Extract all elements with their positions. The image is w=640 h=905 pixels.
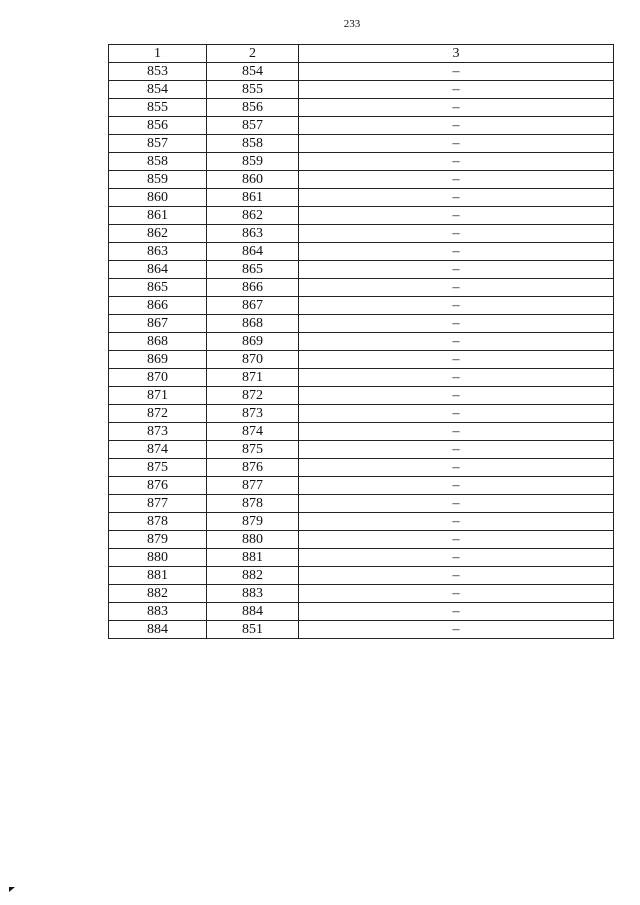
- table-cell-col-2: 884: [207, 603, 299, 621]
- table-cell-col-3: –: [299, 477, 614, 495]
- table-cell-col-3: –: [299, 243, 614, 261]
- table-cell-col-1: 884: [109, 621, 207, 639]
- column-header-2: 2: [207, 45, 299, 63]
- table-cell-col-1: 874: [109, 441, 207, 459]
- table-cell-col-3: –: [299, 423, 614, 441]
- table-cell-col-1: 867: [109, 315, 207, 333]
- table-row: [109, 63, 614, 81]
- table-cell-col-3: –: [299, 189, 614, 207]
- table-cell-col-2: 855: [207, 81, 299, 99]
- table-cell-col-3: –: [299, 387, 614, 405]
- table-cell-col-1: 875: [109, 459, 207, 477]
- table-row: [109, 189, 614, 207]
- table-cell-col-3: –: [299, 567, 614, 585]
- table-row: [109, 279, 614, 297]
- table-cell-col-1: 853: [109, 63, 207, 81]
- table-row: [109, 153, 614, 171]
- table-row: [109, 315, 614, 333]
- table-row: [109, 171, 614, 189]
- table-cell-col-2: 877: [207, 477, 299, 495]
- table-cell-col-1: 856: [109, 117, 207, 135]
- table-cell-col-2: 861: [207, 189, 299, 207]
- table-cell-col-2: 869: [207, 333, 299, 351]
- table-cell-col-2: 871: [207, 369, 299, 387]
- table-cell-col-2: 854: [207, 63, 299, 81]
- table-cell-col-3: –: [299, 153, 614, 171]
- table-cell-col-2: 867: [207, 297, 299, 315]
- table-cell-col-3: –: [299, 135, 614, 153]
- table-row: [109, 513, 614, 531]
- table-cell-col-3: –: [299, 81, 614, 99]
- table-cell-col-3: –: [299, 369, 614, 387]
- table-row: [109, 135, 614, 153]
- table-cell-col-3: –: [299, 603, 614, 621]
- table-row: [109, 81, 614, 99]
- table-row: [109, 261, 614, 279]
- table-cell-col-3: –: [299, 207, 614, 225]
- table-cell-col-1: 881: [109, 567, 207, 585]
- table-cell-col-2: 851: [207, 621, 299, 639]
- column-header-3: 3: [299, 45, 614, 63]
- table-cell-col-2: 859: [207, 153, 299, 171]
- table-cell-col-2: 874: [207, 423, 299, 441]
- table-cell-col-3: –: [299, 333, 614, 351]
- table-cell-col-2: 857: [207, 117, 299, 135]
- table-cell-col-1: 864: [109, 261, 207, 279]
- table-cell-col-2: 856: [207, 99, 299, 117]
- table-cell-col-2: 873: [207, 405, 299, 423]
- corner-arrow-icon: [9, 887, 15, 892]
- table-cell-col-1: 880: [109, 549, 207, 567]
- table-cell-col-3: –: [299, 621, 614, 639]
- table-cell-col-1: 860: [109, 189, 207, 207]
- table-cell-col-1: 863: [109, 243, 207, 261]
- table-cell-col-3: –: [299, 513, 614, 531]
- table-cell-col-1: 876: [109, 477, 207, 495]
- table-cell-col-2: 879: [207, 513, 299, 531]
- table-cell-col-2: 883: [207, 585, 299, 603]
- table-cell-col-3: –: [299, 495, 614, 513]
- table-row: [109, 549, 614, 567]
- table-cell-col-3: –: [299, 351, 614, 369]
- table-row: [109, 225, 614, 243]
- table-cell-col-1: 858: [109, 153, 207, 171]
- table-row: [109, 585, 614, 603]
- table-cell-col-2: 868: [207, 315, 299, 333]
- table-row: [109, 369, 614, 387]
- table-cell-col-3: –: [299, 297, 614, 315]
- table-row: [109, 567, 614, 585]
- table-cell-col-1: 857: [109, 135, 207, 153]
- table-cell-col-2: 880: [207, 531, 299, 549]
- table-row: [109, 459, 614, 477]
- table-cell-col-2: 876: [207, 459, 299, 477]
- table-row: [109, 243, 614, 261]
- table-cell-col-1: 854: [109, 81, 207, 99]
- table-cell-col-1: 870: [109, 369, 207, 387]
- table-cell-col-1: 865: [109, 279, 207, 297]
- data-table: [108, 44, 614, 639]
- table-cell-col-1: 873: [109, 423, 207, 441]
- table-cell-col-2: 875: [207, 441, 299, 459]
- table-cell-col-3: –: [299, 63, 614, 81]
- table-row: [109, 495, 614, 513]
- table-cell-col-1: 882: [109, 585, 207, 603]
- column-header-1: 1: [109, 45, 207, 63]
- table-cell-col-3: –: [299, 531, 614, 549]
- table-cell-col-3: –: [299, 459, 614, 477]
- table-cell-col-2: 881: [207, 549, 299, 567]
- table-body: [109, 63, 614, 639]
- table-row: [109, 477, 614, 495]
- table-cell-col-3: –: [299, 225, 614, 243]
- table-header-row: [109, 45, 614, 63]
- table-cell-col-2: 865: [207, 261, 299, 279]
- table-cell-col-1: 878: [109, 513, 207, 531]
- table-row: [109, 99, 614, 117]
- table-cell-col-2: 872: [207, 387, 299, 405]
- table-cell-col-3: –: [299, 171, 614, 189]
- table-cell-col-1: 859: [109, 171, 207, 189]
- table-cell-col-3: –: [299, 315, 614, 333]
- table-cell-col-3: –: [299, 441, 614, 459]
- table-row: [109, 621, 614, 639]
- table-row: [109, 387, 614, 405]
- table-row: [109, 207, 614, 225]
- table-cell-col-1: 872: [109, 405, 207, 423]
- table-cell-col-2: 866: [207, 279, 299, 297]
- table-row: [109, 423, 614, 441]
- table-cell-col-3: –: [299, 117, 614, 135]
- table-cell-col-3: –: [299, 405, 614, 423]
- table-cell-col-3: –: [299, 549, 614, 567]
- table-cell-col-1: 866: [109, 297, 207, 315]
- table-cell-col-1: 869: [109, 351, 207, 369]
- table-row: [109, 117, 614, 135]
- table-cell-col-2: 878: [207, 495, 299, 513]
- table-row: [109, 603, 614, 621]
- table-cell-col-3: –: [299, 261, 614, 279]
- table-cell-col-2: 863: [207, 225, 299, 243]
- table-cell-col-1: 871: [109, 387, 207, 405]
- table-row: [109, 351, 614, 369]
- table-cell-col-1: 861: [109, 207, 207, 225]
- table-cell-col-3: –: [299, 279, 614, 297]
- table-cell-col-1: 862: [109, 225, 207, 243]
- table-cell-col-3: –: [299, 99, 614, 117]
- table-cell-col-1: 879: [109, 531, 207, 549]
- table-row: [109, 405, 614, 423]
- table-cell-col-2: 860: [207, 171, 299, 189]
- table-cell-col-1: 868: [109, 333, 207, 351]
- table-cell-col-2: 864: [207, 243, 299, 261]
- table-row: [109, 441, 614, 459]
- table-row: [109, 297, 614, 315]
- table-cell-col-3: –: [299, 585, 614, 603]
- table-row: [109, 531, 614, 549]
- table-cell-col-2: 882: [207, 567, 299, 585]
- table-cell-col-1: 883: [109, 603, 207, 621]
- table-cell-col-2: 858: [207, 135, 299, 153]
- table-cell-col-2: 870: [207, 351, 299, 369]
- table-row: [109, 333, 614, 351]
- table-cell-col-1: 855: [109, 99, 207, 117]
- table-cell-col-2: 862: [207, 207, 299, 225]
- page-number: 233: [343, 18, 361, 30]
- table-cell-col-1: 877: [109, 495, 207, 513]
